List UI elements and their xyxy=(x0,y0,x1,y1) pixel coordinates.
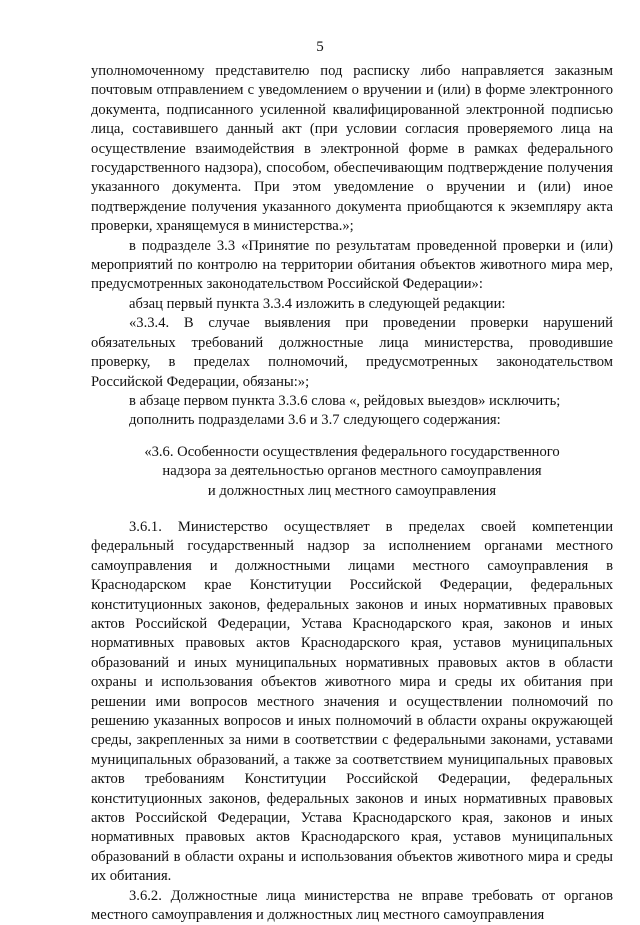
document-body xyxy=(91,62,613,925)
paragraph-amend-3-3-6: в абзаце первом пункта 3.3.6 слова «, рейдовых выездов» исключить; xyxy=(129,392,561,409)
section-heading-3-6 xyxy=(91,443,613,501)
heading-line-3: и должностных лиц местного самоуправления xyxy=(207,482,497,499)
paragraph-continuation: уполномоченному представителю под расписку либо направляется заказным почтовым отправлением с уведомлением о вручении и (или) в форме электронного документа, подписанного усиленной квалифицированной электронной подписью лица, составившего данный акт (при условии согласия проверяемого лица на осуществление взаимодействия в электронной форме в рамках федерального государственного надзора), способом, обеспечивающим подтверждение получения указанного документа. При этом уведомление о вручении и (или) иное подтверждение получения указанного документа приобщаются к экземпляру акта проверки, хранящемуся в министерства.»; xyxy=(91,63,613,235)
paragraph-amend-3-3-4: абзац первый пункта 3.3.4 изложить в следующей редакции: xyxy=(129,295,506,312)
paragraph-3-6-1: 3.6.1. Министерство осуществляет в пределах своей компетенции федеральный государственный надзор за исполнением органами местного самоуправления и должностными лицами местного самоуправления в Краснодарском крае Конституции Российской Федерации, федеральных конституционных законов, федеральных законов и иных нормативных правовых актов Российской Федерации, Устава Краснодарского края, законов и иных нормативных правовых актов Краснодарского края, уставов муниципальных образований и иных муниципальных нормативных правовых актов в области охраны и использования объектов животного мира и среды их обитания при решении ими вопросов местного значения и осуществлении полномочий по решению указанных вопросов и иных полномочий в области охраны окружающей среды, закрепленных за ними в соответствии с федеральными законами, уставами муниципальных образований, а также за соответствием муниципальных правовых актов требованиям Конституции Российской Федерации, федеральных конституционных законов, федеральных законов и иных нормативных правовых актов Российской Федерации, Устава Краснодарского края, законов и иных нормативных правовых актов Краснодарского края, уставов муниципальных образований в области охраны и использования объектов животного мира и среды их обитания. xyxy=(91,518,613,885)
paragraph-add-subsections: дополнить подразделами 3.6 и 3.7 следующего содержания: xyxy=(129,412,501,429)
paragraph-3-6-2: 3.6.2. Должностные лица министерства не вправе требовать от органов местного самоуправления и должностных лиц местного самоуправления xyxy=(91,887,613,924)
page-number: 5 xyxy=(316,39,324,55)
paragraph-3-3-4-text: «3.3.4. В случае выявления при проведении проверки нарушений обязательных требований должностные лица министерства, проводившие проверку, в пределах полномочий, предусмотренных законодательством Российской Федерации, обязаны:»; xyxy=(91,315,613,390)
heading-line-2: надзора за деятельностью органов местного самоуправления xyxy=(162,463,542,480)
heading-line-1: «3.6. Особенности осуществления федерального государственного xyxy=(144,443,560,460)
paragraph-subsection-3-3: в подразделе 3.3 «Принятие по результатам проведенной проверки и (или) мероприятий по контролю на территории обитания объектов животного мира мер, предусмотренных законодательством Российской Федерации»: xyxy=(91,237,613,293)
